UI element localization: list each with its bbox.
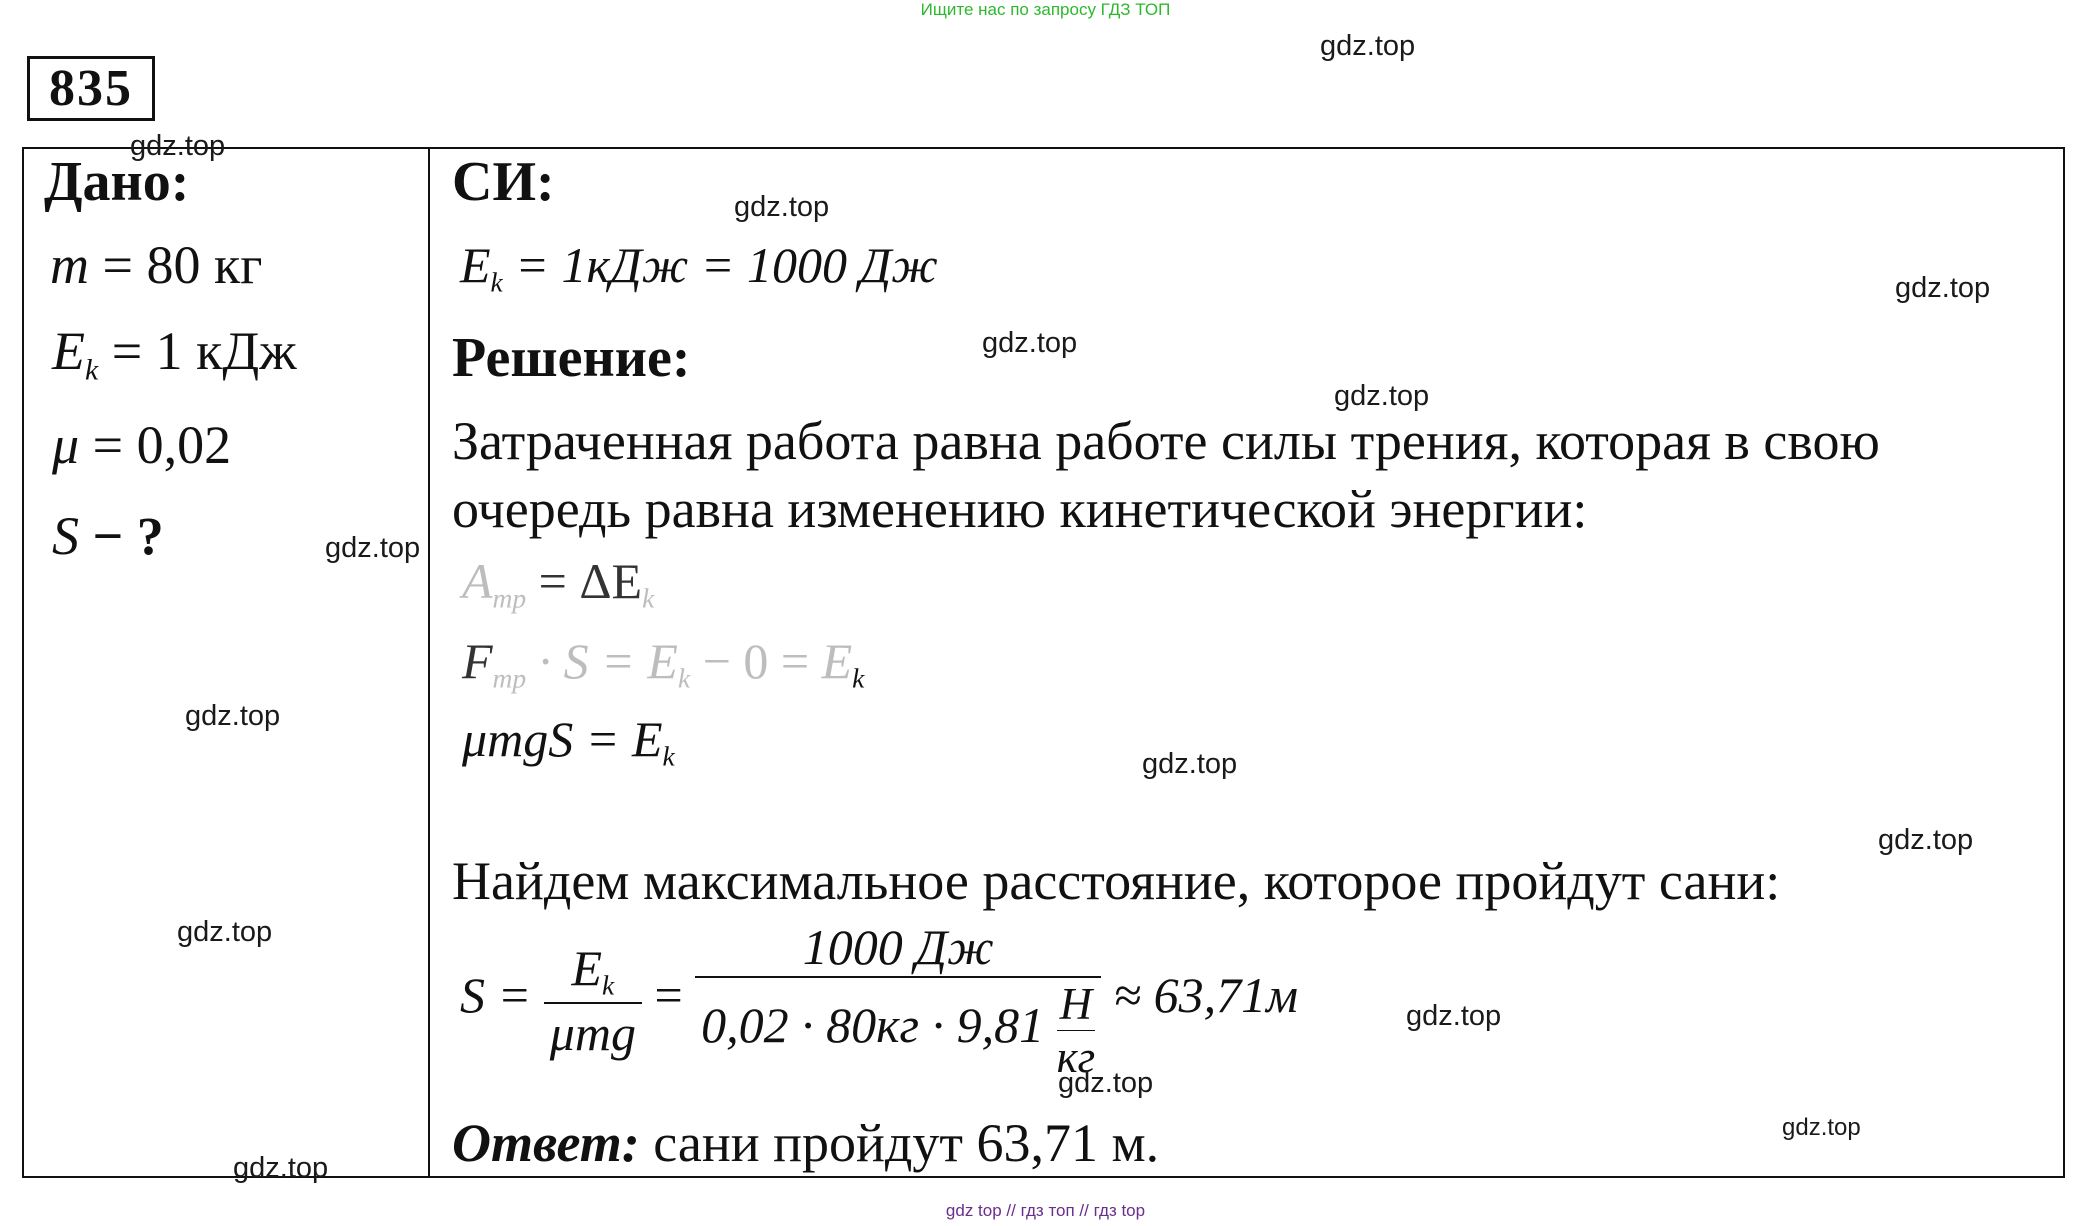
watermark: gdz.top xyxy=(1058,1067,1154,1099)
si-subscript: k xyxy=(490,266,503,298)
watermark: gdz.top xyxy=(1334,380,1430,412)
given-mass xyxy=(50,234,262,296)
eq2-c: − 0 = xyxy=(702,633,822,689)
unit-den: кг xyxy=(1056,1032,1096,1082)
eq1-lhs: A xyxy=(462,553,493,609)
eq2-b-sub: k xyxy=(677,662,691,694)
watermark: gdz.top xyxy=(982,327,1078,359)
si-header: СИ: xyxy=(452,151,555,213)
eq2-a-sub: тр xyxy=(492,662,527,694)
watermark: gdz.top xyxy=(1878,824,1974,856)
mass-value: = 80 кг xyxy=(102,235,263,295)
watermark: gdz.top xyxy=(734,191,830,223)
given-energy xyxy=(52,320,297,387)
fraction-energy-over-force xyxy=(544,939,642,1062)
frac1-den: μmg xyxy=(549,1004,636,1061)
search-banner-text: Ищите нас по запросу ГДЗ ТОП xyxy=(920,0,1171,19)
si-conversion xyxy=(460,236,938,299)
equation-energy xyxy=(462,710,675,773)
eq1-rhs: = ΔE xyxy=(538,553,643,609)
solution-text-line2: очередь равна изменению кинетической энергии: xyxy=(452,479,1588,539)
eq2-b: · S = E xyxy=(538,633,678,689)
frac2-den: 0,02 · 80кг · 9,81 xyxy=(701,996,1045,1053)
formula-result: ≈ 63,71м xyxy=(1113,966,1299,1023)
energy-value: = 1 кДж xyxy=(111,321,297,381)
watermark: gdz.top xyxy=(1142,748,1238,780)
problem-number: 835 xyxy=(27,56,155,121)
unit-num: Н xyxy=(1057,978,1096,1031)
watermark: gdz.top xyxy=(1782,1114,1861,1141)
frac2-num: 1000 Дж xyxy=(802,919,994,975)
footer-text: gdz top // гдз топ // гдз top xyxy=(945,1201,1146,1220)
find-text: − ? xyxy=(92,506,164,566)
watermark: gdz.top xyxy=(177,916,273,948)
watermark: gdz.top xyxy=(185,700,281,732)
answer-line xyxy=(452,1112,1159,1174)
solution-text-line1: Затраченная работа равна работе силы трения, которая в свою xyxy=(452,411,1880,471)
answer-text: сани пройдут 63,71 м. xyxy=(653,1113,1160,1173)
watermark: gdz.top xyxy=(1320,30,1416,62)
watermark: gdz.top xyxy=(130,130,226,162)
given-find xyxy=(52,505,164,567)
solution-header: Решение: xyxy=(452,327,691,389)
energy-symbol: E xyxy=(52,321,85,381)
watermark: gdz.top xyxy=(233,1152,329,1184)
eq2-a: F xyxy=(462,633,493,689)
formula-eq: = xyxy=(654,966,683,1023)
watermark: gdz.top xyxy=(325,532,421,564)
table-divider xyxy=(428,147,430,1178)
watermark: gdz.top xyxy=(1895,272,1991,304)
eq2-d-sub: k xyxy=(852,662,865,694)
si-symbol: E xyxy=(460,237,491,293)
equation-work xyxy=(462,552,654,615)
frac1-num-sub: k xyxy=(602,969,615,1001)
energy-subscript: k xyxy=(85,354,99,387)
frac1-num: E xyxy=(571,940,603,997)
fraction-numeric xyxy=(695,918,1101,1083)
footer-links xyxy=(0,1201,2091,1221)
eq1-rhs-sub: k xyxy=(642,582,655,614)
formula-lhs: S = xyxy=(460,966,532,1023)
answer-label: Ответ: xyxy=(452,1113,640,1173)
given-header: Дано: xyxy=(44,151,190,213)
eq1-lhs-sub: тр xyxy=(492,582,527,614)
mass-symbol: m xyxy=(50,235,89,295)
eq3-lhs-sub: k xyxy=(662,740,675,772)
eq2-d: E xyxy=(821,633,853,689)
mu-value: = 0,02 xyxy=(92,415,232,475)
watermark: gdz.top xyxy=(1406,1000,1502,1032)
solution-text-line3: Найдем максимальное расстояние, которое пройдут сани: xyxy=(452,851,1781,911)
eq3-lhs: μmgS = E xyxy=(462,711,663,767)
si-conversion-text: = 1кДж = 1000 Дж xyxy=(515,237,938,293)
distance-formula xyxy=(460,918,1298,1083)
find-symbol: S xyxy=(52,506,79,566)
search-banner xyxy=(0,0,2091,20)
given-mu xyxy=(52,414,231,476)
equation-friction xyxy=(462,632,864,695)
mu-symbol: μ xyxy=(52,415,80,475)
